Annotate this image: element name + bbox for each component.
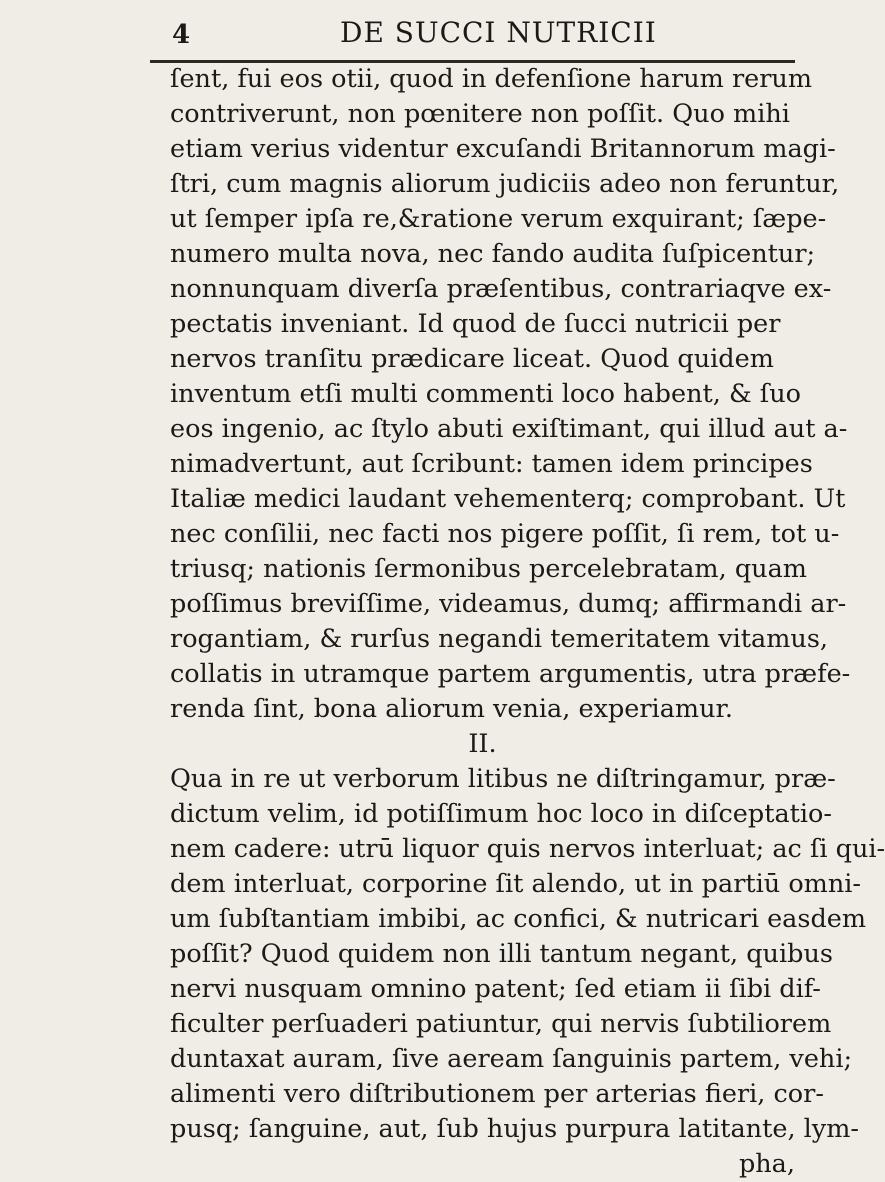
text-line: eos ingenio, ac ſtylo abuti exiſtimant, qui illud aut a-	[170, 414, 848, 444]
text-line: poſſit? Quod quidem non illi tantum negant, quibus	[170, 939, 833, 969]
text-line: collatis in utramque partem argumentis, utra præfe-	[170, 659, 851, 689]
text-line: nimadvertunt, aut ſcribunt: tamen idem principes	[170, 449, 813, 479]
text-line: inventum etſi multi commenti loco habent, & ſuo	[170, 379, 801, 409]
text-line: um ſubſtantiam imbibi, ac confici, & nutricari easdem	[170, 904, 867, 934]
text-line: pectatis inveniant. Id quod de ſucci nutricii per	[170, 309, 781, 339]
text-line: duntaxat auram, ſive aeream ſanguinis partem, vehi;	[170, 1044, 853, 1074]
text-line: ut ſemper ipſa re,&ratione verum exquirant; ſæpe-	[170, 204, 827, 234]
text-line: numero multa nova, nec fando audita ſuſpicentur;	[170, 239, 816, 269]
text-line: nec conſilii, nec facti nos pigere poſſit, ſi rem, tot u-	[170, 519, 840, 549]
body-text	[170, 62, 885, 1182]
text-line: renda ſint, bona aliorum venia, experiamur.	[170, 694, 734, 724]
text-line: poſſimus breviſſime, videamus, dumq; affirmandi ar-	[170, 589, 847, 619]
text-line: Qua in re ut verborum litibus ne diſtringamur, præ-	[170, 764, 836, 794]
page-header	[150, 6, 795, 63]
text-line: ſent, fui eos otii, quod in defenſione harum rerum	[170, 64, 813, 94]
text-line: dictum velim, id potiſſimum hoc loco in diſceptatio-	[170, 799, 833, 829]
text-line: contriverunt, non pœnitere non poſſit. Quo mihi	[170, 99, 790, 129]
text-line: pusq; ſanguine, aut, ſub hujus purpura latitante, lym-	[170, 1114, 860, 1144]
running-title: DE SUCCI NUTRICII	[340, 16, 657, 49]
text-line: ficulter perſuaderi patiuntur, qui nervis ſubtiliorem	[170, 1009, 832, 1039]
text-line: rogantiam, & rurſus negandi temeritatem vitamus,	[170, 624, 829, 654]
section-number: II.	[468, 729, 497, 759]
text-line: Italiæ medici laudant vehementerq; comprobant. Ut	[170, 484, 846, 514]
text-line: nervi nusquam omnino patent; ſed etiam ii ſibi dif-	[170, 974, 821, 1004]
text-line: dem interluat, corporine ſit alendo, ut in partiū omni-	[170, 869, 862, 899]
catchword: pha,	[738, 1149, 795, 1179]
page-number: 4	[172, 20, 191, 50]
text-line: ſtri, cum magnis aliorum judiciis adeo non feruntur,	[170, 169, 840, 199]
text-line: nervos tranſitu prædicare liceat. Quod quidem	[170, 344, 774, 374]
text-line: nem cadere: utrū liquor quis nervos interluat; ac ſi qui-	[170, 834, 885, 864]
text-line: alimenti vero diſtributionem per arterias fieri, cor-	[170, 1079, 824, 1109]
text-line: triusq; nationis ſermonibus percelebratam, quam	[170, 554, 807, 584]
text-line: nonnunquam diverſa præſentibus, contrariaqve ex-	[170, 274, 832, 304]
text-line: etiam verius videntur excuſandi Britannorum magi-	[170, 134, 836, 164]
